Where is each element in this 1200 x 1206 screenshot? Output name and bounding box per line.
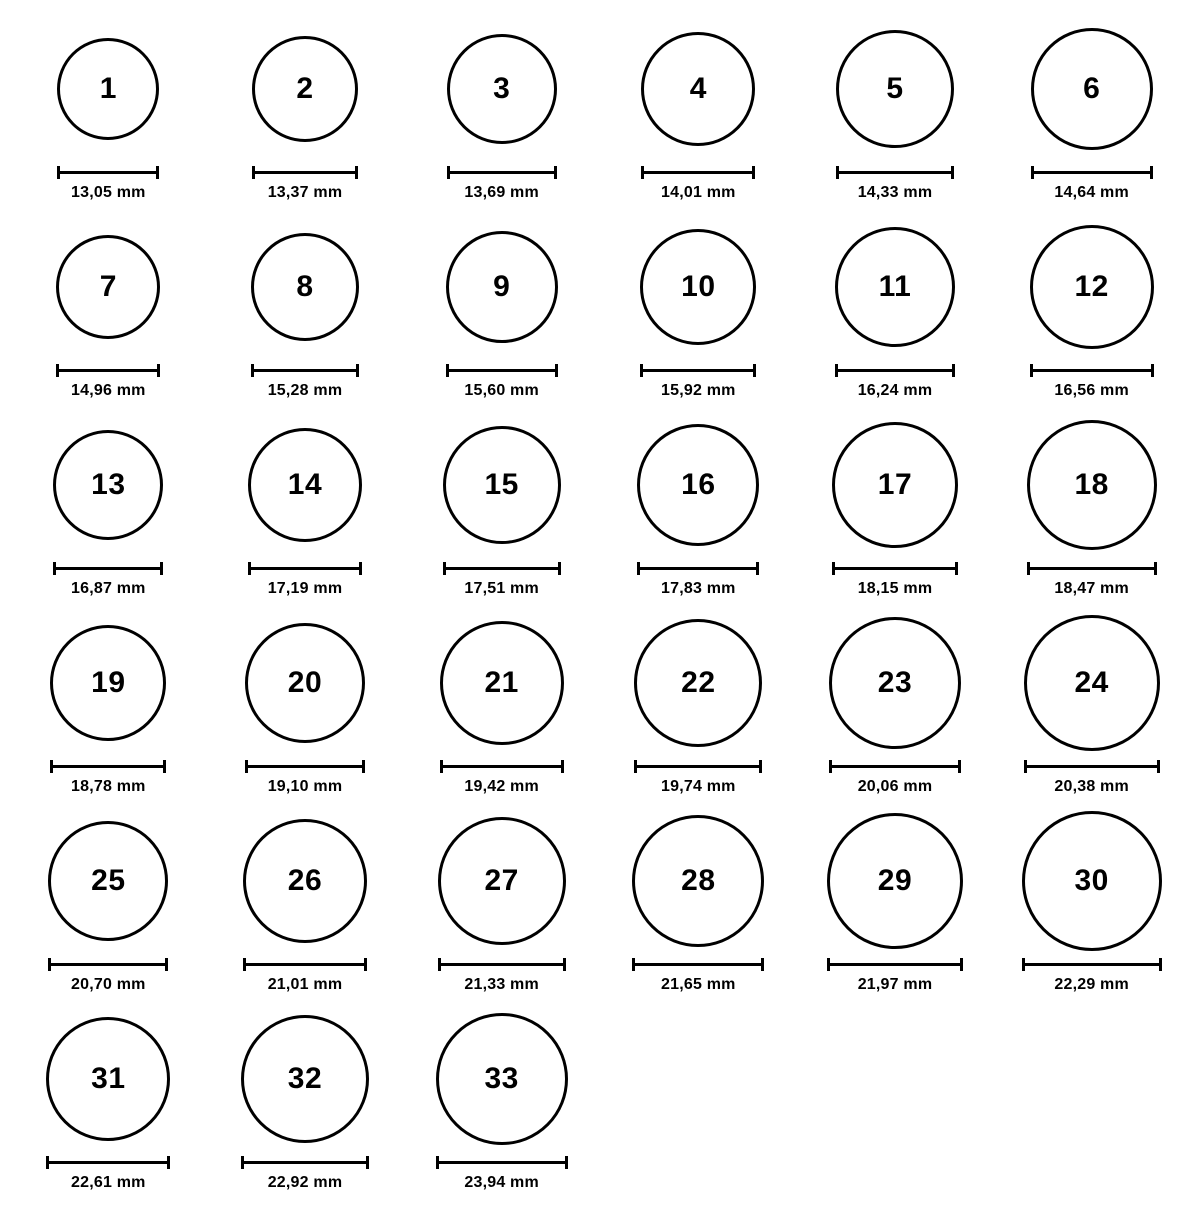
ring-size-cell <box>13 1008 203 1192</box>
ruler-tick-right <box>156 166 159 179</box>
ruler-tick-right <box>364 958 367 971</box>
ruler-tick-left <box>443 562 446 575</box>
ring-size-cell <box>603 612 793 796</box>
ruler-tick-left <box>436 1156 439 1169</box>
ruler-tick-left <box>446 364 449 377</box>
ring-circle-wrap <box>436 1008 568 1150</box>
diameter-ruler <box>53 562 163 575</box>
ruler-tick-right <box>761 958 764 971</box>
ring-circle <box>248 428 362 542</box>
ruler-bar <box>440 765 564 768</box>
ring-size-number: 26 <box>287 864 323 897</box>
ring-size-number: 2 <box>296 72 314 105</box>
ring-size-number: 4 <box>689 72 707 105</box>
ruler-tick-right <box>951 166 954 179</box>
diameter-ruler <box>1027 562 1157 575</box>
ring-circle-wrap <box>447 18 557 160</box>
ring-size-number: 29 <box>877 864 913 897</box>
ruler-tick-right <box>1150 166 1153 179</box>
ruler-tick-right <box>157 364 160 377</box>
ring-circle <box>46 1017 170 1141</box>
ring-size-number: 28 <box>681 864 716 897</box>
ruler-tick-right <box>167 1156 170 1169</box>
diameter-ruler <box>1030 364 1154 377</box>
ring-circle-wrap <box>835 216 955 358</box>
ruler-tick-left <box>447 166 450 179</box>
ring-circle <box>1027 420 1157 550</box>
ring-circle <box>443 426 561 544</box>
ring-circle-wrap <box>641 18 755 160</box>
ruler-bar <box>245 765 365 768</box>
ruler-tick-right <box>160 562 163 575</box>
ring-size-cell <box>210 612 400 796</box>
ring-size-cell <box>800 216 990 400</box>
ring-circle <box>832 422 958 548</box>
ruler-tick-left <box>829 760 832 773</box>
ruler-tick-left <box>640 364 643 377</box>
ruler-bar <box>827 963 963 966</box>
ring-size-cell <box>997 810 1187 994</box>
ruler-tick-right <box>960 958 963 971</box>
ruler-tick-right <box>366 1156 369 1169</box>
ruler-tick-left <box>632 958 635 971</box>
ruler-tick-left <box>438 958 441 971</box>
ruler-tick-right <box>753 364 756 377</box>
ruler-tick-right <box>563 958 566 971</box>
ring-circle <box>1024 615 1160 751</box>
ruler-tick-right <box>958 760 961 773</box>
diameter-ruler <box>443 562 561 575</box>
diameter-ruler <box>241 1156 369 1169</box>
ring-circle-wrap <box>1022 810 1162 952</box>
ring-size-cell <box>800 612 990 796</box>
ruler-tick-right <box>359 562 362 575</box>
ring-size-cell <box>997 18 1187 202</box>
ring-circle <box>829 617 961 749</box>
ring-circle <box>1022 811 1162 951</box>
ruler-tick-left <box>440 760 443 773</box>
diameter-label: 13,69 mm <box>464 184 539 201</box>
ruler-tick-right <box>952 364 955 377</box>
ruler-bar <box>436 1161 568 1164</box>
diameter-ruler <box>440 760 564 773</box>
ring-circle <box>252 36 358 142</box>
ring-size-number: 16 <box>681 468 716 501</box>
ring-size-cell <box>603 414 793 598</box>
ring-size-number: 8 <box>296 270 314 303</box>
ring-size-number: 10 <box>681 270 716 303</box>
ruler-bar <box>641 171 755 174</box>
ring-circle-wrap <box>832 414 958 556</box>
ruler-bar <box>48 963 168 966</box>
diameter-ruler <box>252 166 358 179</box>
diameter-label: 13,05 mm <box>71 184 146 201</box>
ruler-tick-left <box>637 562 640 575</box>
ring-circle <box>53 430 163 540</box>
ring-circle <box>632 815 764 947</box>
ruler-bar <box>252 171 358 174</box>
ring-size-number: 7 <box>99 270 117 303</box>
ring-size-number: 12 <box>1074 270 1109 303</box>
ruler-tick-right <box>565 1156 568 1169</box>
ring-size-number: 6 <box>1083 72 1101 105</box>
ring-circle-wrap <box>251 216 359 358</box>
ring-size-cell <box>210 810 400 994</box>
ring-circle <box>634 619 762 747</box>
diameter-label: 14,96 mm <box>71 382 146 399</box>
diameter-ruler <box>245 760 365 773</box>
ring-circle <box>447 34 557 144</box>
ring-size-cell <box>800 810 990 994</box>
ruler-bar <box>835 369 955 372</box>
ring-circle-wrap <box>1030 216 1154 358</box>
ruler-tick-right <box>1151 364 1154 377</box>
ring-size-number: 32 <box>287 1062 323 1095</box>
ruler-tick-right <box>1159 958 1162 971</box>
ring-size-cell <box>603 216 793 400</box>
ring-circle <box>637 424 759 546</box>
ring-circle-wrap <box>836 18 954 160</box>
diameter-ruler <box>251 364 359 377</box>
diameter-ruler <box>641 166 755 179</box>
ruler-bar <box>829 765 961 768</box>
ruler-tick-left <box>827 958 830 971</box>
diameter-label: 14,64 mm <box>1054 184 1129 201</box>
ring-circle <box>835 227 955 347</box>
ruler-tick-right <box>561 760 564 773</box>
diameter-ruler <box>634 760 762 773</box>
ring-circle-wrap <box>637 414 759 556</box>
ring-size-cell <box>210 1008 400 1192</box>
diameter-label: 16,87 mm <box>71 580 146 597</box>
ruler-bar <box>251 369 359 372</box>
ruler-bar <box>53 567 163 570</box>
ring-circle-wrap <box>440 612 564 754</box>
ring-size-cell <box>13 414 203 598</box>
ruler-tick-right <box>362 760 365 773</box>
ruler-bar <box>637 567 759 570</box>
ring-circle <box>241 1015 369 1143</box>
ring-size-cell <box>13 612 203 796</box>
ring-size-cell <box>997 612 1187 796</box>
ruler-bar <box>50 765 166 768</box>
diameter-ruler <box>1024 760 1160 773</box>
ring-size-number: 18 <box>1074 468 1109 501</box>
ring-size-cell <box>210 216 400 400</box>
diameter-ruler <box>832 562 958 575</box>
diameter-ruler <box>640 364 756 377</box>
ruler-tick-left <box>1030 364 1033 377</box>
ruler-bar <box>634 765 762 768</box>
ring-size-number: 25 <box>91 864 126 897</box>
ring-circle <box>1030 225 1154 349</box>
ruler-bar <box>632 963 764 966</box>
ring-circle-wrap <box>1024 612 1160 754</box>
diameter-label: 14,33 mm <box>857 184 933 201</box>
ruler-bar <box>438 963 566 966</box>
diameter-ruler <box>637 562 759 575</box>
ring-size-cell <box>407 810 597 994</box>
ring-size-number: 9 <box>493 270 511 303</box>
ruler-tick-right <box>756 562 759 575</box>
ring-circle-wrap <box>46 1008 170 1150</box>
ring-circle <box>251 233 359 341</box>
ruler-bar <box>46 1161 170 1164</box>
ring-circle <box>827 813 963 949</box>
ruler-tick-right <box>752 166 755 179</box>
diameter-ruler <box>836 166 954 179</box>
diameter-ruler <box>1022 958 1162 971</box>
ruler-tick-left <box>1024 760 1027 773</box>
ring-size-cell <box>407 612 597 796</box>
ruler-tick-left <box>641 166 644 179</box>
ring-size-number: 31 <box>91 1062 126 1095</box>
ring-size-number: 11 <box>878 270 912 303</box>
ring-size-cell <box>210 414 400 598</box>
ruler-tick-right <box>1154 562 1157 575</box>
diameter-label: 21,65 mm <box>661 976 736 993</box>
ring-size-number: 19 <box>91 666 126 699</box>
ruler-bar <box>248 567 362 570</box>
ring-circle-wrap <box>50 612 166 754</box>
ring-size-cell <box>603 18 793 202</box>
ruler-tick-left <box>241 1156 244 1169</box>
ruler-tick-left <box>251 364 254 377</box>
ring-size-number: 27 <box>484 864 519 897</box>
ring-circle-wrap <box>640 216 756 358</box>
ruler-bar <box>243 963 367 966</box>
ring-size-number: 15 <box>484 468 519 501</box>
diameter-ruler <box>835 364 955 377</box>
diameter-label: 13,37 mm <box>267 184 343 201</box>
ruler-tick-left <box>1027 562 1030 575</box>
ring-circle-wrap <box>632 810 764 952</box>
diameter-label: 17,19 mm <box>267 580 343 597</box>
ruler-tick-right <box>356 364 359 377</box>
ring-size-number: 22 <box>681 666 716 699</box>
ruler-tick-right <box>955 562 958 575</box>
ring-circle-wrap <box>245 612 365 754</box>
diameter-ruler <box>243 958 367 971</box>
ring-circle <box>446 231 558 343</box>
diameter-ruler <box>48 958 168 971</box>
ruler-tick-right <box>1157 760 1160 773</box>
ring-circle <box>440 621 564 745</box>
ring-circle-wrap <box>57 18 159 160</box>
ring-size-number: 1 <box>99 72 117 105</box>
ring-circle-wrap <box>443 414 561 556</box>
ruler-bar <box>1022 963 1162 966</box>
ring-size-number: 30 <box>1074 864 1109 897</box>
ruler-tick-left <box>50 760 53 773</box>
ring-circle <box>436 1013 568 1145</box>
diameter-ruler <box>829 760 961 773</box>
ring-size-cell <box>997 414 1187 598</box>
diameter-ruler <box>436 1156 568 1169</box>
ruler-bar <box>1024 765 1160 768</box>
ring-circle-wrap <box>829 612 961 754</box>
ring-circle-wrap <box>634 612 762 754</box>
diameter-label: 15,60 mm <box>464 382 539 399</box>
ruler-bar <box>443 567 561 570</box>
ring-circle-wrap <box>56 216 160 358</box>
diameter-label: 22,61 mm <box>71 1174 146 1191</box>
diameter-label: 15,28 mm <box>267 382 343 399</box>
ring-size-number: 23 <box>877 666 913 699</box>
ruler-bar <box>447 171 557 174</box>
ring-circle-wrap <box>252 18 358 160</box>
ruler-tick-left <box>243 958 246 971</box>
diameter-label: 18,15 mm <box>857 580 933 597</box>
ring-size-number: 13 <box>91 468 126 501</box>
diameter-label: 18,47 mm <box>1054 580 1129 597</box>
ring-circle-wrap <box>241 1008 369 1150</box>
ring-size-cell <box>13 810 203 994</box>
diameter-ruler <box>56 364 160 377</box>
diameter-label: 21,33 mm <box>464 976 539 993</box>
ring-size-cell <box>800 18 990 202</box>
ruler-tick-right <box>355 166 358 179</box>
ring-circle-wrap <box>446 216 558 358</box>
ruler-bar <box>446 369 558 372</box>
size-grid <box>10 18 1190 1206</box>
diameter-ruler <box>438 958 566 971</box>
diameter-label: 22,92 mm <box>267 1174 343 1191</box>
diameter-label: 16,24 mm <box>857 382 933 399</box>
diameter-label: 14,01 mm <box>661 184 736 201</box>
diameter-label: 20,38 mm <box>1054 778 1129 795</box>
ruler-tick-left <box>835 364 838 377</box>
diameter-ruler <box>446 364 558 377</box>
diameter-label: 15,92 mm <box>661 382 736 399</box>
diameter-ruler <box>46 1156 170 1169</box>
ruler-tick-left <box>252 166 255 179</box>
ruler-tick-left <box>1031 166 1034 179</box>
diameter-label: 19,42 mm <box>464 778 539 795</box>
ruler-tick-left <box>56 364 59 377</box>
ruler-tick-left <box>53 562 56 575</box>
diameter-label: 21,97 mm <box>857 976 933 993</box>
ruler-tick-left <box>832 562 835 575</box>
ring-circle <box>836 30 954 148</box>
diameter-label: 20,70 mm <box>71 976 146 993</box>
ruler-tick-left <box>634 760 637 773</box>
ruler-tick-right <box>163 760 166 773</box>
diameter-label: 22,29 mm <box>1054 976 1129 993</box>
diameter-ruler <box>827 958 963 971</box>
diameter-label: 21,01 mm <box>267 976 343 993</box>
ring-size-number: 21 <box>484 666 519 699</box>
diameter-label: 19,10 mm <box>267 778 343 795</box>
ring-circle <box>243 819 367 943</box>
ruler-bar <box>1030 369 1154 372</box>
ring-size-cell <box>997 216 1187 400</box>
ring-circle-wrap <box>438 810 566 952</box>
diameter-ruler <box>1031 166 1153 179</box>
diameter-ruler <box>632 958 764 971</box>
ring-size-number: 20 <box>287 666 323 699</box>
diameter-label: 20,06 mm <box>857 778 933 795</box>
ring-circle <box>438 817 566 945</box>
ruler-bar <box>832 567 958 570</box>
ruler-bar <box>1031 171 1153 174</box>
diameter-label: 17,83 mm <box>661 580 736 597</box>
ruler-tick-right <box>554 166 557 179</box>
ring-size-cell <box>407 1008 597 1192</box>
diameter-label: 17,51 mm <box>464 580 539 597</box>
ring-size-cell <box>603 810 793 994</box>
ring-circle <box>640 229 756 345</box>
ring-size-cell <box>407 414 597 598</box>
ruler-tick-left <box>836 166 839 179</box>
ring-size-number: 3 <box>493 72 511 105</box>
ring-circle-wrap <box>827 810 963 952</box>
ruler-bar <box>1027 567 1157 570</box>
diameter-ruler <box>248 562 362 575</box>
ring-size-number: 33 <box>484 1062 519 1095</box>
ruler-tick-left <box>245 760 248 773</box>
diameter-label: 16,56 mm <box>1054 382 1129 399</box>
ring-size-number: 5 <box>886 72 904 105</box>
ruler-tick-right <box>555 364 558 377</box>
ring-circle-wrap <box>248 414 362 556</box>
ruler-tick-left <box>1022 958 1025 971</box>
ring-circle-wrap <box>1031 18 1153 160</box>
ruler-tick-left <box>248 562 251 575</box>
diameter-label: 18,78 mm <box>71 778 146 795</box>
ring-circle-wrap <box>1027 414 1157 556</box>
ruler-tick-right <box>558 562 561 575</box>
ring-size-cell <box>407 216 597 400</box>
ring-size-cell <box>210 18 400 202</box>
ruler-tick-left <box>48 958 51 971</box>
ring-size-cell <box>13 18 203 202</box>
ring-circle-wrap <box>48 810 168 952</box>
ring-circle <box>48 821 168 941</box>
ring-size-number: 17 <box>877 468 913 501</box>
ring-circle-wrap <box>53 414 163 556</box>
ring-circle <box>56 235 160 339</box>
ring-size-cell <box>13 216 203 400</box>
diameter-ruler <box>50 760 166 773</box>
ruler-bar <box>56 369 160 372</box>
diameter-label: 23,94 mm <box>464 1174 539 1191</box>
ring-circle <box>641 32 755 146</box>
ring-size-number: 24 <box>1074 666 1109 699</box>
ring-circle <box>1031 28 1153 150</box>
ruler-bar <box>836 171 954 174</box>
diameter-ruler <box>447 166 557 179</box>
ring-size-cell <box>407 18 597 202</box>
diameter-label: 19,74 mm <box>661 778 736 795</box>
ruler-bar <box>57 171 159 174</box>
ruler-tick-right <box>165 958 168 971</box>
ruler-tick-left <box>46 1156 49 1169</box>
ring-circle-wrap <box>243 810 367 952</box>
ruler-bar <box>241 1161 369 1164</box>
ring-circle <box>57 38 159 140</box>
ruler-tick-left <box>57 166 60 179</box>
ring-circle <box>245 623 365 743</box>
diameter-ruler <box>57 166 159 179</box>
ruler-bar <box>640 369 756 372</box>
ruler-tick-right <box>759 760 762 773</box>
ring-size-cell <box>800 414 990 598</box>
ring-circle <box>50 625 166 741</box>
ring-size-number: 14 <box>287 468 323 501</box>
